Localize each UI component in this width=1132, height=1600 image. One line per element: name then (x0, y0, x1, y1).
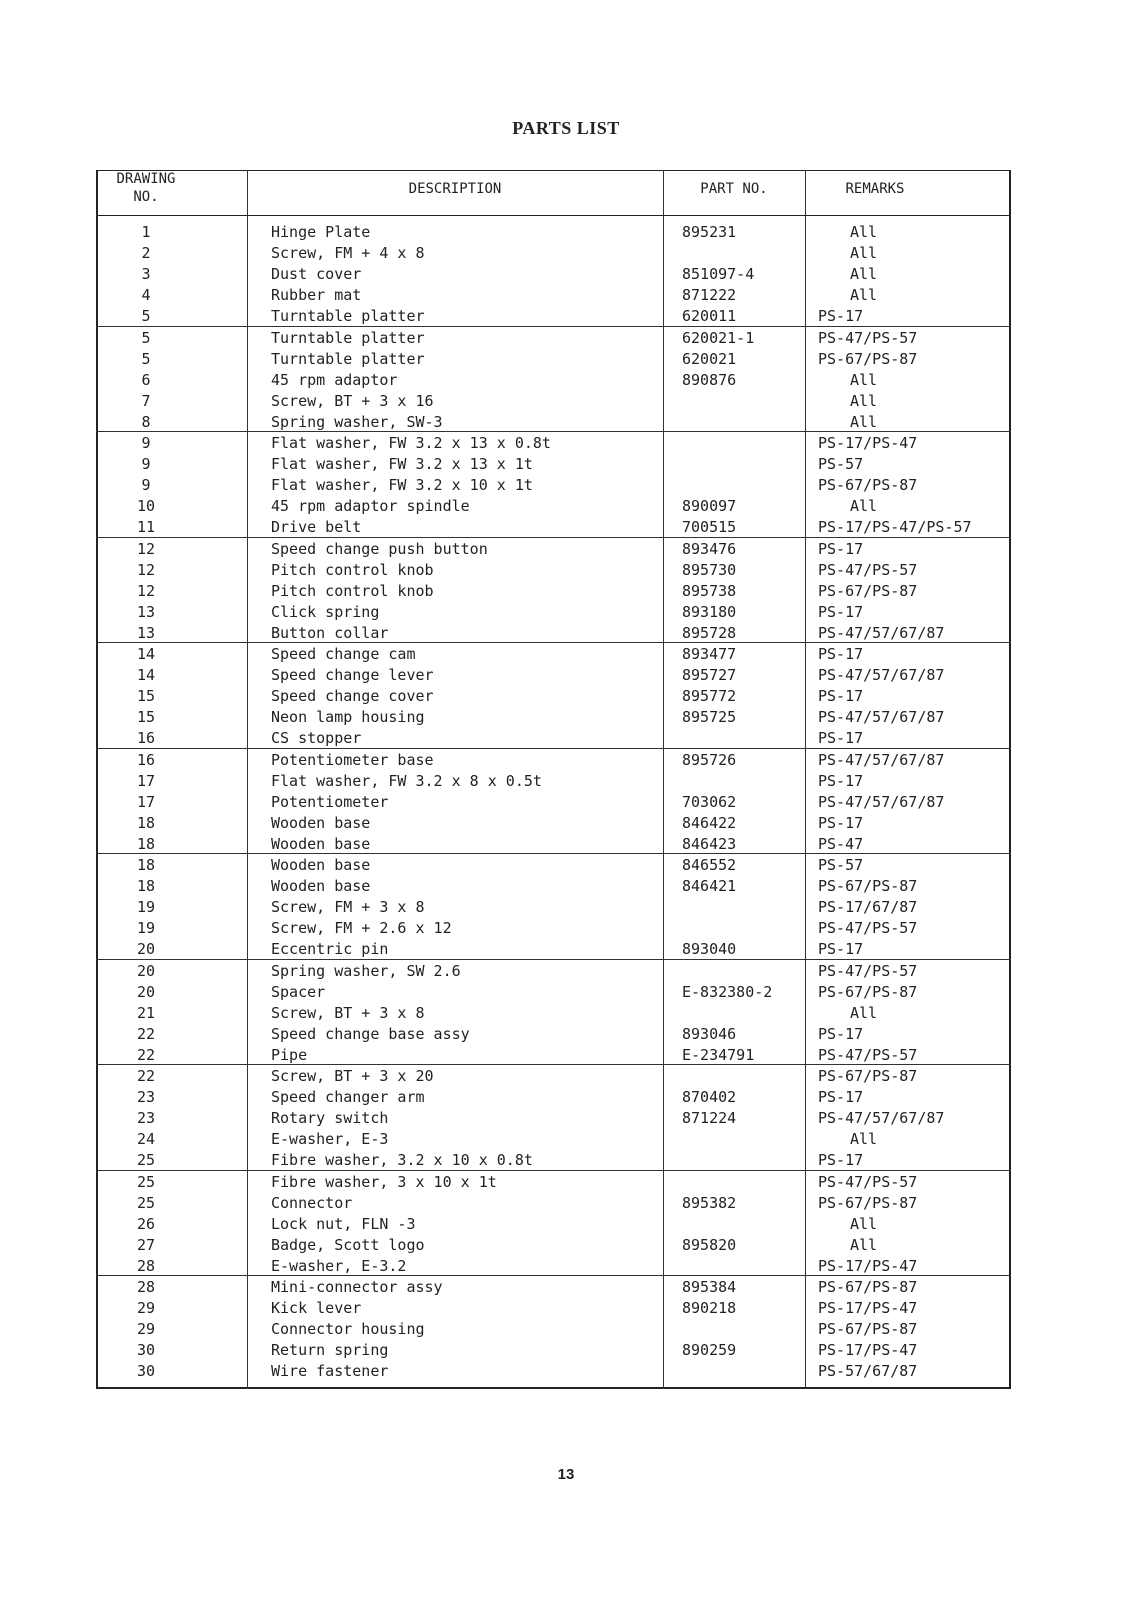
remarks-cell: PS-47/PS-57 (818, 1045, 918, 1064)
page-title: PARTS LIST (512, 118, 620, 138)
part-no-cell: 895725 (682, 708, 737, 727)
table-row (0, 305, 1132, 326)
drawing-no-cell: 17 (136, 792, 156, 811)
drawing-no-cell: 29 (136, 1320, 156, 1339)
part-no-cell: 620021-1 (682, 328, 755, 347)
drawing-no-cell: 6 (141, 370, 151, 389)
table-row (0, 664, 1132, 685)
drawing-no-cell: 22 (136, 1045, 156, 1064)
part-no-cell: 895730 (682, 560, 737, 579)
part-no-cell: 846423 (682, 834, 737, 853)
remarks-cell: All (850, 1235, 878, 1254)
table-row (0, 1297, 1132, 1318)
group-rule (96, 1170, 1011, 1171)
table-row (0, 1171, 1132, 1192)
table-row (0, 327, 1132, 348)
description-cell: Spacer (271, 982, 326, 1001)
description-cell: Speed change lever (271, 666, 434, 685)
description-cell: Spring washer, SW-3 (271, 412, 443, 431)
part-no-cell: 846552 (682, 856, 737, 874)
remarks-cell: PS-17/PS-47 (818, 1341, 918, 1360)
drawing-no-cell: 14 (136, 666, 156, 685)
description-cell: Screw, FM + 4 x 8 (271, 244, 425, 263)
part-no-cell: 846421 (682, 877, 737, 896)
drawing-no-cell: 13 (136, 602, 156, 621)
table-row (0, 727, 1132, 748)
remarks-cell: PS-47/PS-57 (818, 961, 918, 980)
drawing-no-cell: 25 (136, 1193, 156, 1212)
part-no-cell: 871224 (682, 1109, 737, 1128)
part-no-cell: 620021 (682, 349, 737, 368)
part-no-cell: 846422 (682, 813, 737, 832)
description-cell: Flat washer, FW 3.2 x 10 x 1t (271, 476, 533, 495)
remarks-cell: PS-17/PS-47 (818, 1299, 918, 1318)
group-rule (96, 537, 1011, 538)
table-row (0, 791, 1132, 812)
description-cell: Kick lever (271, 1299, 362, 1318)
table-row (0, 917, 1132, 938)
table-row (0, 1002, 1132, 1023)
remarks-cell: PS-17 (818, 602, 864, 621)
table-row (0, 411, 1132, 432)
part-no-cell: 893046 (682, 1024, 737, 1043)
remarks-cell: PS-67/PS-87 (818, 1067, 918, 1085)
description-cell: Screw, FM + 2.6 x 12 (271, 919, 452, 938)
table-row (0, 538, 1132, 559)
description-cell: Speed change push button (271, 539, 488, 558)
drawing-no-cell: 15 (136, 708, 156, 727)
part-no-cell: 890218 (682, 1299, 737, 1318)
remarks-cell: PS-17 (818, 813, 864, 832)
remarks-cell: PS-17 (818, 940, 864, 959)
part-no-cell: 871222 (682, 286, 737, 305)
drawing-no-cell: 5 (141, 328, 151, 347)
drawing-no-cell: 24 (136, 1130, 156, 1149)
remarks-cell: All (850, 1003, 878, 1022)
remarks-cell: PS-57 (818, 856, 864, 874)
description-cell: Fibre washer, 3.2 x 10 x 0.8t (271, 1151, 533, 1170)
description-cell: Turntable platter (271, 307, 425, 326)
drawing-no-cell: 19 (136, 919, 156, 938)
description-cell: Wooden base (271, 834, 371, 853)
description-cell: Button collar (271, 623, 389, 642)
remarks-cell: PS-47/57/67/87 (818, 666, 945, 685)
drawing-no-cell: 4 (141, 286, 151, 305)
remarks-cell: PS-17/PS-47 (818, 434, 918, 452)
table-row (0, 770, 1132, 791)
description-cell: Turntable platter (271, 328, 425, 347)
part-no-cell: 620011 (682, 307, 737, 326)
description-cell: Speed change cover (271, 687, 434, 706)
table-row (0, 938, 1132, 959)
table-row (0, 221, 1132, 242)
description-cell: Fibre washer, 3 x 10 x 1t (271, 1172, 497, 1191)
description-cell: Neon lamp housing (271, 708, 425, 727)
description-cell: Flat washer, FW 3.2 x 13 x 1t (271, 455, 533, 474)
drawing-no-cell: 18 (136, 813, 156, 832)
table-row (0, 1128, 1132, 1149)
drawing-no-cell: 8 (141, 412, 151, 431)
part-no-cell: 895382 (682, 1193, 737, 1212)
group-rule (96, 326, 1011, 327)
drawing-no-cell: 10 (136, 497, 156, 516)
table-row (0, 749, 1132, 770)
remarks-cell: PS-47/57/67/87 (818, 1109, 945, 1128)
description-cell: Wire fastener (271, 1362, 389, 1381)
table-row (0, 1023, 1132, 1044)
remarks-cell: PS-47/57/67/87 (818, 792, 945, 811)
description-cell: Turntable platter (271, 349, 425, 368)
group-rule (96, 853, 1011, 854)
description-cell: Pipe (271, 1045, 308, 1064)
description-cell: Pitch control knob (271, 581, 434, 600)
drawing-no-cell: 18 (136, 856, 156, 874)
drawing-no-cell: 21 (136, 1003, 156, 1022)
remarks-cell: PS-47/57/67/87 (818, 708, 945, 727)
remarks-cell: PS-17 (818, 1024, 864, 1043)
drawing-no-cell: 20 (136, 982, 156, 1001)
table-row (0, 1213, 1132, 1234)
drawing-no-cell: 30 (136, 1362, 156, 1381)
remarks-cell: PS-17 (818, 539, 864, 558)
description-cell: Screw, BT + 3 x 16 (271, 391, 434, 410)
group-rule (96, 748, 1011, 749)
description-cell: Wooden base (271, 856, 371, 874)
drawing-no-cell: 22 (136, 1024, 156, 1043)
drawing-no-cell: 18 (136, 877, 156, 896)
table-row (0, 1192, 1132, 1213)
description-cell: Potentiometer base (271, 750, 434, 769)
remarks-cell: PS-17/PS-47 (818, 1256, 918, 1275)
description-cell: Speed change cam (271, 645, 416, 663)
remarks-cell: All (850, 1214, 878, 1233)
table-row (0, 1149, 1132, 1170)
drawing-no-cell: 15 (136, 687, 156, 706)
remarks-cell: PS-17/PS-47/PS-57 (818, 518, 972, 537)
part-no-cell: 870402 (682, 1088, 737, 1107)
part-no-cell: 895384 (682, 1278, 737, 1296)
header-description: DESCRIPTION (408, 181, 502, 197)
drawing-no-cell: 25 (136, 1172, 156, 1191)
table-row (0, 559, 1132, 580)
drawing-no-cell: 7 (141, 391, 151, 410)
part-no-cell: 893477 (682, 645, 737, 663)
part-no-cell: 890097 (682, 497, 737, 516)
group-rule (96, 642, 1011, 643)
description-cell: Speed changer arm (271, 1088, 425, 1107)
remarks-cell: PS-47/57/67/87 (818, 623, 945, 642)
table-row (0, 896, 1132, 917)
table-row (0, 495, 1132, 516)
table-row (0, 854, 1132, 875)
description-cell: Connector (271, 1193, 353, 1212)
table-row (0, 1086, 1132, 1107)
drawing-no-cell: 2 (141, 244, 151, 263)
remarks-cell: All (850, 265, 878, 284)
remarks-cell: PS-17 (818, 729, 864, 748)
description-cell: Badge, Scott logo (271, 1235, 425, 1254)
remarks-cell: PS-47/PS-57 (818, 1172, 918, 1191)
drawing-no-cell: 20 (136, 940, 156, 959)
header-drawing-no: DRAWING NO. (116, 171, 176, 205)
drawing-no-cell: 12 (136, 560, 156, 579)
drawing-no-cell: 16 (136, 729, 156, 748)
page-number: 13 (557, 1466, 575, 1483)
part-no-cell: E-832380-2 (682, 982, 773, 1001)
remarks-cell: All (850, 391, 878, 410)
table-row (0, 1276, 1132, 1297)
remarks-cell: All (850, 370, 878, 389)
remarks-cell: All (850, 412, 878, 431)
part-no-cell: 893040 (682, 940, 737, 959)
description-cell: Dust cover (271, 265, 362, 284)
description-cell: E-washer, E-3 (271, 1130, 389, 1149)
description-cell: Rubber mat (271, 286, 362, 305)
description-cell: 45 rpm adaptor (271, 370, 398, 389)
description-cell: Lock nut, FLN -3 (271, 1214, 416, 1233)
table-row (0, 1339, 1132, 1360)
drawing-no-cell: 12 (136, 539, 156, 558)
group-rule (96, 1064, 1011, 1065)
table-row (0, 580, 1132, 601)
drawing-no-cell: 19 (136, 898, 156, 917)
remarks-cell: PS-17 (818, 1088, 864, 1107)
group-rule (96, 959, 1011, 960)
description-cell: Eccentric pin (271, 940, 389, 959)
description-cell: Drive belt (271, 518, 362, 537)
table-row (0, 622, 1132, 643)
remarks-cell: PS-47/PS-57 (818, 560, 918, 579)
remarks-cell: All (850, 244, 878, 263)
remarks-cell: All (850, 223, 878, 241)
drawing-no-cell: 17 (136, 771, 156, 790)
drawing-no-cell: 1 (141, 223, 151, 241)
part-no-cell: 703062 (682, 792, 737, 811)
remarks-cell: PS-17 (818, 307, 864, 326)
remarks-cell: PS-67/PS-87 (818, 581, 918, 600)
drawing-no-cell: 23 (136, 1088, 156, 1107)
drawing-no-cell: 25 (136, 1151, 156, 1170)
table-row (0, 1044, 1132, 1065)
remarks-cell: PS-67/PS-87 (818, 1193, 918, 1212)
header-part-no: PART NO. (700, 181, 768, 197)
description-cell: Flat washer, FW 3.2 x 8 x 0.5t (271, 771, 542, 790)
remarks-cell: PS-67/PS-87 (818, 982, 918, 1001)
remarks-cell: PS-47 (818, 834, 864, 853)
drawing-no-cell: 13 (136, 623, 156, 642)
remarks-cell: PS-17 (818, 687, 864, 706)
description-cell: Hinge Plate (271, 223, 371, 241)
description-cell: Wooden base (271, 877, 371, 896)
drawing-no-cell: 30 (136, 1341, 156, 1360)
drawing-no-cell: 20 (136, 961, 156, 980)
description-cell: Connector housing (271, 1320, 425, 1339)
part-no-cell: E-234791 (682, 1045, 755, 1064)
drawing-no-cell: 22 (136, 1067, 156, 1085)
table-row (0, 284, 1132, 305)
remarks-cell: PS-67/PS-87 (818, 1320, 918, 1339)
part-no-cell: 895231 (682, 223, 737, 241)
part-no-cell: 700515 (682, 518, 737, 537)
remarks-cell: PS-17/67/87 (818, 898, 918, 917)
table-row (0, 242, 1132, 263)
table-row (0, 432, 1132, 453)
part-no-cell: 893476 (682, 539, 737, 558)
drawing-no-cell: 27 (136, 1235, 156, 1254)
remarks-cell: PS-47/PS-57 (818, 919, 918, 938)
description-cell: Spring washer, SW 2.6 (271, 961, 461, 980)
drawing-no-cell: 28 (136, 1256, 156, 1275)
remarks-cell: PS-47/PS-57 (818, 328, 918, 347)
drawing-no-cell: 18 (136, 834, 156, 853)
drawing-no-cell: 3 (141, 265, 151, 284)
header-remarks: REMARKS (845, 181, 905, 197)
drawing-no-cell: 29 (136, 1299, 156, 1318)
group-rule (96, 1275, 1011, 1276)
drawing-no-cell: 26 (136, 1214, 156, 1233)
header-rule (96, 215, 1011, 216)
table-row (0, 1234, 1132, 1255)
description-cell: Click spring (271, 602, 380, 621)
description-cell: Flat washer, FW 3.2 x 13 x 0.8t (271, 434, 551, 452)
remarks-cell: PS-67/PS-87 (818, 1278, 918, 1296)
part-no-cell: 895726 (682, 750, 737, 769)
drawing-no-cell: 16 (136, 750, 156, 769)
drawing-no-cell: 14 (136, 645, 156, 663)
table-row (0, 643, 1132, 664)
remarks-cell: All (850, 497, 878, 516)
description-cell: Speed change base assy (271, 1024, 470, 1043)
remarks-cell: PS-67/PS-87 (818, 476, 918, 495)
drawing-no-cell: 9 (141, 455, 151, 474)
drawing-no-cell: 23 (136, 1109, 156, 1128)
remarks-cell: PS-17 (818, 645, 864, 663)
table-row (0, 685, 1132, 706)
table-row (0, 833, 1132, 854)
remarks-cell: PS-47/57/67/87 (818, 750, 945, 769)
drawing-no-cell: 12 (136, 581, 156, 600)
part-no-cell: 890876 (682, 370, 737, 389)
table-row (0, 1255, 1132, 1276)
part-no-cell: 893180 (682, 602, 737, 621)
table-row (0, 1065, 1132, 1086)
description-cell: Screw, BT + 3 x 8 (271, 1003, 425, 1022)
table-row (0, 601, 1132, 622)
table-row (0, 516, 1132, 537)
description-cell: Screw, FM + 3 x 8 (271, 898, 425, 917)
description-cell: E-washer, E-3.2 (271, 1256, 407, 1275)
description-cell: Potentiometer (271, 792, 389, 811)
remarks-cell: PS-57 (818, 455, 864, 474)
table-row (0, 981, 1132, 1002)
remarks-cell: All (850, 286, 878, 305)
part-no-cell: 895820 (682, 1235, 737, 1254)
table-row (0, 875, 1132, 896)
group-rule (96, 431, 1011, 432)
table-row (0, 263, 1132, 284)
table-row (0, 960, 1132, 981)
table-row (0, 1360, 1132, 1381)
description-cell: Return spring (271, 1341, 389, 1360)
table-row (0, 706, 1132, 727)
drawing-no-cell: 28 (136, 1278, 156, 1296)
drawing-no-cell: 9 (141, 434, 151, 452)
table-row (0, 1318, 1132, 1339)
table-row (0, 348, 1132, 369)
part-no-cell: 895738 (682, 581, 737, 600)
remarks-cell: All (850, 1130, 878, 1149)
table-row (0, 1107, 1132, 1128)
description-cell: Mini-connector assy (271, 1278, 443, 1296)
drawing-no-cell: 5 (141, 349, 151, 368)
part-no-cell: 895772 (682, 687, 737, 706)
description-cell: Screw, BT + 3 x 20 (271, 1067, 434, 1085)
drawing-no-cell: 11 (136, 518, 156, 537)
part-no-cell: 851097-4 (682, 265, 755, 284)
part-no-cell: 890259 (682, 1341, 737, 1360)
description-cell: Pitch control knob (271, 560, 434, 579)
table-row (0, 453, 1132, 474)
remarks-cell: PS-57/67/87 (818, 1362, 918, 1381)
remarks-cell: PS-17 (818, 1151, 864, 1170)
description-cell: Rotary switch (271, 1109, 389, 1128)
table-row (0, 474, 1132, 495)
part-no-cell: 895728 (682, 623, 737, 642)
table-row (0, 812, 1132, 833)
description-cell: Wooden base (271, 813, 371, 832)
remarks-cell: PS-17 (818, 771, 864, 790)
part-no-cell: 895727 (682, 666, 737, 685)
description-cell: CS stopper (271, 729, 362, 748)
drawing-no-cell: 9 (141, 476, 151, 495)
remarks-cell: PS-67/PS-87 (818, 349, 918, 368)
description-cell: 45 rpm adaptor spindle (271, 497, 470, 516)
table-row (0, 369, 1132, 390)
drawing-no-cell: 5 (141, 307, 151, 326)
remarks-cell: PS-67/PS-87 (818, 877, 918, 896)
table-row (0, 390, 1132, 411)
